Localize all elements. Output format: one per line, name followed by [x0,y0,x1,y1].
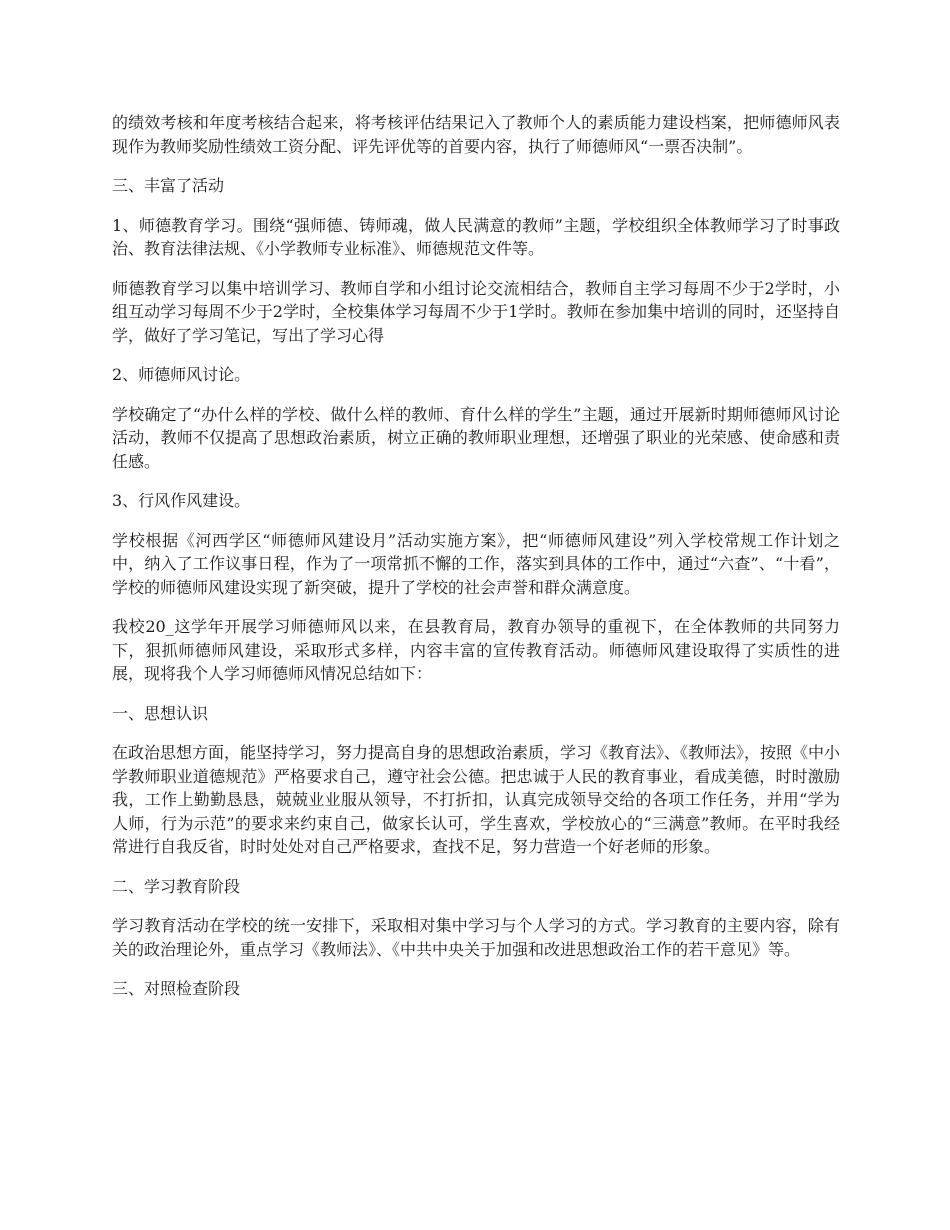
paragraph-ethics-study: 1、师德教育学习。围绕“强师德、铸师魂，做人民满意的教师”主题，学校组织全体教师学习了时事政治、教育法律法规、《小学教师专业标准》、师德规范文件等。 [112,215,840,258]
paragraph-conduct-plan: 学校根据《河西学区“师德师风建设月”活动实施方案》，把“师德师风建设”列入学校常规工作计划之中，纳入了工作议事日程，作为了一项常抓不懈的工作，落实到具体的工作中，通过“六查”、“十看”，学校的师德师风建设实现了新突破，提升了学校的社会声誉和群众满意度。 [112,530,840,597]
paragraph-political-thought: 在政治思想方面，能坚持学习，努力提高自身的思想政治素质，学习《教育法》、《教师法》，按照《中小学教师职业道德规范》严格要求自己，遵守社会公德。把忠诚于人民的教育事业，看成美德，时时激励我，工作上勤勤恳恳，兢兢业业服从领导，不打折扣，认真完成领导交给的各项工作任务，并用“学为人师，行为示范”的要求来约束自己，做家长认可，学生喜欢，学校放心的“三满意”教师。在平时我经常进行自我反省，时时处处对自己严格要求，查找不足，努力营造一个好老师的形象。 [112,743,841,856]
paragraph-personal-summary-intro: 我校20_这学年开展学习师德师风以来，在县教育局，教育办领导的重视下，在全体教师的共同努力下，狠抓师德师风建设，采取形式多样，内容丰富的宣传教育活动。师德师风建设取得了实质性的进展，现将我个人学习师德师风情况总结如下： [112,617,840,683]
document-page [112,111,840,1017]
heading-enriched-activities: 三、丰富了活动 [112,176,225,195]
paragraph-study-schedule: 师德教育学习以集中培训学习、教师自学和小组讨论交流相结合，教师自主学习每周不少于2学时，小组互动学习每周不少于2学时，全校集体学习每周不少于1学时。教师在参加集中培训的同时，还坚持自学，做好了学习笔记，写出了学习心得 [112,278,840,345]
paragraph-study-content: 学习教育活动在学校的统一安排下，采取相对集中学习与个人学习的方式。学习教育的主要内容，除有关的政治理论外，重点学习《教师法》、《中共中央关于加强和改进思想政治工作的若干意见》等。 [112,916,840,959]
heading-ethics-discussion: 2、师德师风讨论。 [112,365,251,384]
heading-ideological-understanding: 一、思想认识 [112,703,209,723]
paragraph-assessment-continuation: 的绩效考核和年度考核结合起来，将考核评估结果记入了教师个人的素质能力建设档案，把师德师风表现作为教师奖励性绩效工资分配、评先评优等的首要内容，执行了师德师风“一票否决制”。 [112,113,840,156]
heading-study-stage: 二、学习教育阶段 [112,876,241,896]
heading-review-stage: 三、对照检查阶段 [112,979,241,998]
paragraph-discussion-theme: 学校确定了“办什么样的学校、做什么样的教师、育什么样的学生”主题，通过开展新时期师德师风讨论活动，教师不仅提高了思想政治素质，树立正确的教师职业理想，还增强了职业的光荣感、使命感和责任感。 [112,404,840,471]
heading-conduct-building: 3、行风作风建设。 [112,491,251,510]
